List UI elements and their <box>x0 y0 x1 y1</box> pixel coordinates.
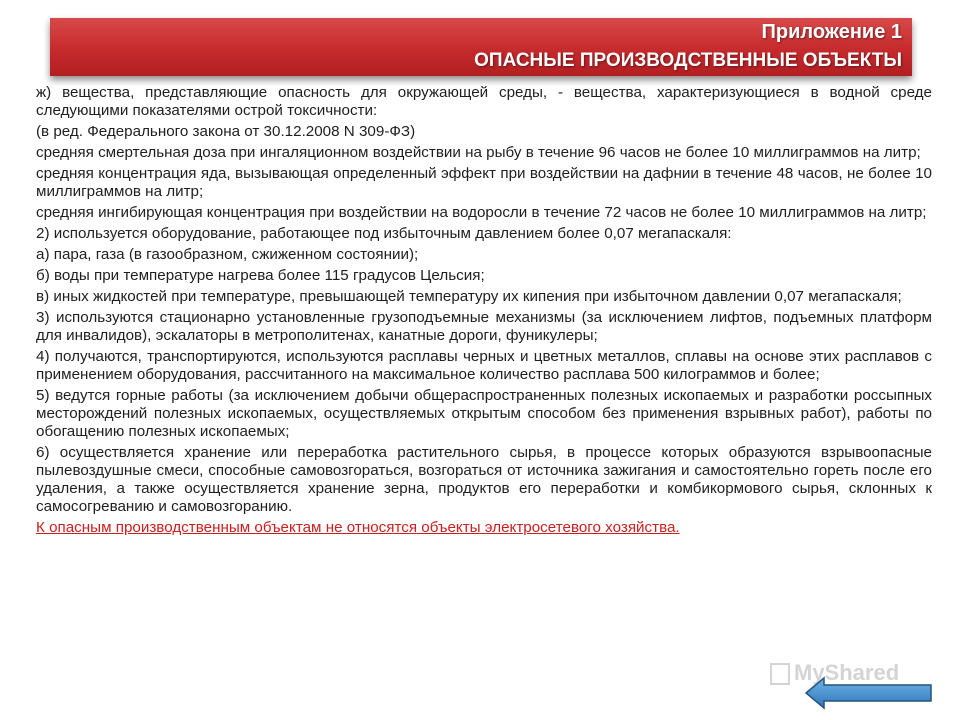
watermark-text: MyShared <box>794 660 900 685</box>
paragraph-item: ж) вещества, представляющие опасность для окружающей среды, - вещества, характеризующиеся в водной среде следующими показателями острой токсичности: <box>36 84 932 119</box>
paragraph-item: 6) осуществляется хранение или переработка растительного сырья, в процессе которых образуются взрывоопасные пылевоздушные смеси, способные самовозгораться, возгораться от источника зажигания и самостоятельно гореть после его удаления, а также осуществляется хранение зерна, продуктов его переработки и комбикормового сырья, склонных к самосогреванию и самовозгоранию. <box>36 444 932 515</box>
paragraph-item: средняя ингибирующая концентрация при воздействии на водоросли в течение 72 часов не более 10 миллиграммов на литр; <box>36 204 927 221</box>
paragraph-item: 3) используются стационарно установленные грузоподъемные механизмы (за исключением лифтов, подъемных платформ для инвалидов), эскалаторы в метрополитенах, канатные дороги, фуникулеры; <box>36 309 932 344</box>
slide-body <box>36 84 932 540</box>
back-arrow-icon <box>804 676 934 710</box>
paragraph-item: средняя концентрация яда, вызывающая определенный эффект при воздействии на дафнии в течение 48 часов, не более 10 миллиграммов на литр; <box>36 165 932 200</box>
paragraph-item: средняя смертельная доза при ингаляционном воздействии на рыбу в течение 96 часов не более 10 миллиграммов на литр; <box>36 144 921 161</box>
slide-title: Приложение 1 <box>761 21 902 43</box>
paragraph-item: 2) используется оборудование, работающее под избыточным давлением более 0,07 мегапаскаля: <box>36 225 732 242</box>
back-arrow-button[interactable] <box>804 676 934 710</box>
paragraph-item: б) воды при температуре нагрева более 115 градусов Цельсия; <box>36 267 485 284</box>
paragraph-item: (в ред. Федерального закона от 30.12.2008 N 309-ФЗ) <box>36 123 416 140</box>
paragraph-item: 5) ведутся горные работы (за исключением добычи общераспространенных полезных ископаемых и разработки россыпных месторождений полезных ископаемых, осуществляемых открытым способом без применения взрывных работ), работы по обогащению полезных ископаемых; <box>36 387 932 440</box>
footer-link[interactable]: К опасным производственным объектам не относятся объекты электросетевого хозяйства. <box>36 519 680 536</box>
paragraph-item: в) иных жидкостей при температуре, превышающей температуру их кипения при избыточном давлении 0,07 мегапаскаля; <box>36 288 902 305</box>
slide-subtitle: ОПАСНЫЕ ПРОИЗВОДСТВЕННЫЕ ОБЪЕКТЫ <box>474 50 902 71</box>
paragraph-item: а) пара, газа (в газообразном, сжиженном состоянии); <box>36 246 419 263</box>
watermark-logo-icon <box>770 663 790 685</box>
paragraph-item: 4) получаются, транспортируются, используются расплавы черных и цветных металлов, сплавы на основе этих расплавов с применением оборудования, рассчитанного на максимальное количество расплава 500 килограммов и более; <box>36 348 932 383</box>
